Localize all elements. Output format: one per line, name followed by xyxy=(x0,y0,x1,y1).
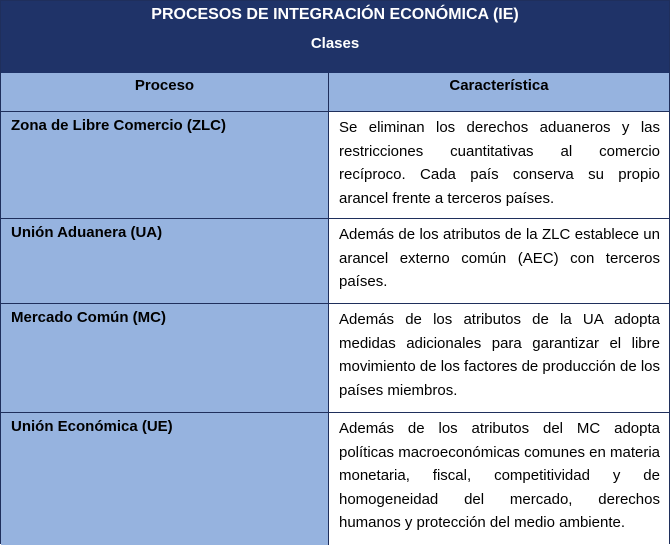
proceso-cell: Zona de Libre Comercio (ZLC) xyxy=(1,112,329,218)
table-row xyxy=(1,219,669,304)
proceso-cell: Unión Aduanera (UA) xyxy=(1,219,329,303)
caracteristica-cell: Además de los atributos del MC adopta políticas macroeconómicas comunes en materia monetaria, fiscal, competitividad y de homogeneidad del mercado, derechos humanos y protección del medio ambiente. xyxy=(329,413,669,545)
caracteristica-cell: Se eliminan los derechos aduaneros y las restricciones cuantitativas al comercio recíproco. Cada país conserva su propio arancel frente a terceros países. xyxy=(329,112,669,218)
column-header-caracteristica: Característica xyxy=(449,77,549,94)
caracteristica-cell: Además de los atributos de la ZLC establece un arancel externo común (AEC) con terceros países. xyxy=(329,219,669,303)
table-row xyxy=(1,413,669,545)
column-header-proceso: Proceso xyxy=(1,73,329,111)
proceso-cell: Unión Económica (UE) xyxy=(1,413,329,545)
caracteristica-cell: Además de los atributos de la UA adopta medidas adicionales para garantizar el libre movimiento de los factores de producción de los países miembros. xyxy=(329,304,669,412)
table-title-block xyxy=(1,1,669,73)
table-row xyxy=(1,304,669,413)
table-row xyxy=(1,112,669,219)
column-header-row xyxy=(1,73,669,112)
table-title: PROCESOS DE INTEGRACIÓN ECONÓMICA (IE) xyxy=(151,6,519,23)
table-subtitle: Clases xyxy=(310,35,360,52)
proceso-cell: Mercado Común (MC) xyxy=(1,304,329,412)
